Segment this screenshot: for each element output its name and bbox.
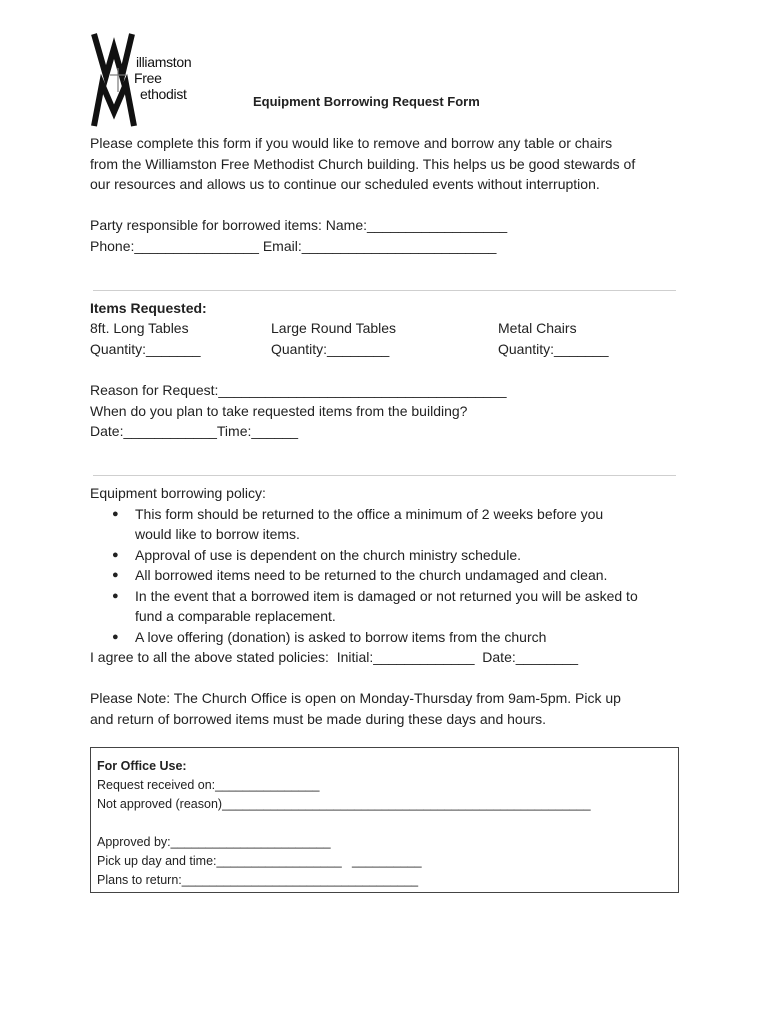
policy-section (90, 483, 690, 668)
item-long-tables (90, 318, 201, 359)
policy-item: ● In the event that a borrowed item is damaged or not returned you will be asked to fund a comparable replacement. (112, 587, 638, 624)
bullet-icon: ● (112, 630, 119, 643)
party-contact-field[interactable]: Phone:________________ Email:_________________________ (90, 237, 497, 254)
policy-list (90, 504, 690, 648)
item-quantity-field[interactable]: Quantity:_______ (498, 340, 609, 357)
items-heading: Items Requested: (90, 300, 207, 316)
office-hours-note: Please Note: The Church Office is open on Monday-Thursday from 9am-5pm. Pick up and return of borrowed items must be made during these days and hours. (90, 690, 621, 727)
logo-word-free: Free (134, 70, 162, 86)
item-name: Large Round Tables (271, 320, 397, 336)
divider (93, 290, 676, 291)
item-quantity-field[interactable]: Quantity:________ (271, 340, 390, 357)
spacer (97, 814, 672, 833)
request-received-field[interactable]: Request received on:_______________ (97, 778, 320, 792)
policy-item: ● A love offering (donation) is asked to borrow items from the church (90, 627, 690, 648)
item-name: Metal Chairs (498, 320, 577, 336)
logo-word-williamston: illiamston (136, 54, 192, 70)
item-round-tables (271, 318, 396, 359)
bullet-icon: ● (112, 589, 119, 602)
bullet-icon: ● (112, 569, 119, 581)
intro-line: from the Williamston Free Methodist Church building. This helps us be good stewards of (90, 155, 636, 172)
office-use-heading: For Office Use: (97, 759, 187, 773)
pickup-question: When do you plan to take requested items from the building? (90, 402, 468, 419)
form-title: Equipment Borrowing Request Form (253, 94, 480, 109)
pickup-day-time-field[interactable]: Pick up day and time:__________________ __________ (97, 854, 422, 868)
item-quantity-field[interactable]: Quantity:_______ (90, 340, 201, 357)
reason-section (90, 380, 507, 442)
intro-line: our resources and allows us to continue our scheduled events without interruption. (90, 176, 600, 192)
policy-item: ● This form should be returned to the office a minimum of 2 weeks before you would like to borrow items. (112, 505, 604, 542)
policy-item: ● All borrowed items need to be returned to the church undamaged and clean. (90, 565, 690, 586)
not-approved-reason-field[interactable]: Not approved (reason)_____________________________________________________ (97, 797, 591, 811)
divider (93, 475, 676, 476)
bullet-icon: ● (112, 507, 119, 520)
church-logo (90, 30, 220, 130)
party-name-field[interactable]: Party responsible for borrowed items: Name:__________________ (90, 217, 508, 233)
party-section (90, 215, 507, 256)
approved-by-field[interactable]: Approved by:_______________________ (97, 835, 331, 849)
date-time-field[interactable]: Date:____________Time:______ (90, 423, 299, 439)
item-metal-chairs (498, 318, 609, 359)
item-name: 8ft. Long Tables (90, 320, 189, 336)
plans-to-return-field[interactable]: Plans to return:__________________________________ (97, 873, 419, 887)
policy-item: ● Approval of use is dependent on the church ministry schedule. (90, 545, 690, 566)
intro-line: Please complete this form if you would like to remove and borrow any table or chairs (90, 135, 613, 151)
logo-word-methodist: ethodist (140, 86, 187, 102)
office-use-box (90, 747, 679, 893)
bullet-icon: ● (112, 548, 119, 561)
intro-paragraph (90, 133, 635, 195)
reason-field[interactable]: Reason for Request:_____________________________________ (90, 382, 507, 398)
agreement-initial-date-field[interactable]: I agree to all the above stated policies: Initial:_____________ Date:________ (90, 649, 579, 665)
policy-heading: Equipment borrowing policy: (90, 485, 266, 501)
